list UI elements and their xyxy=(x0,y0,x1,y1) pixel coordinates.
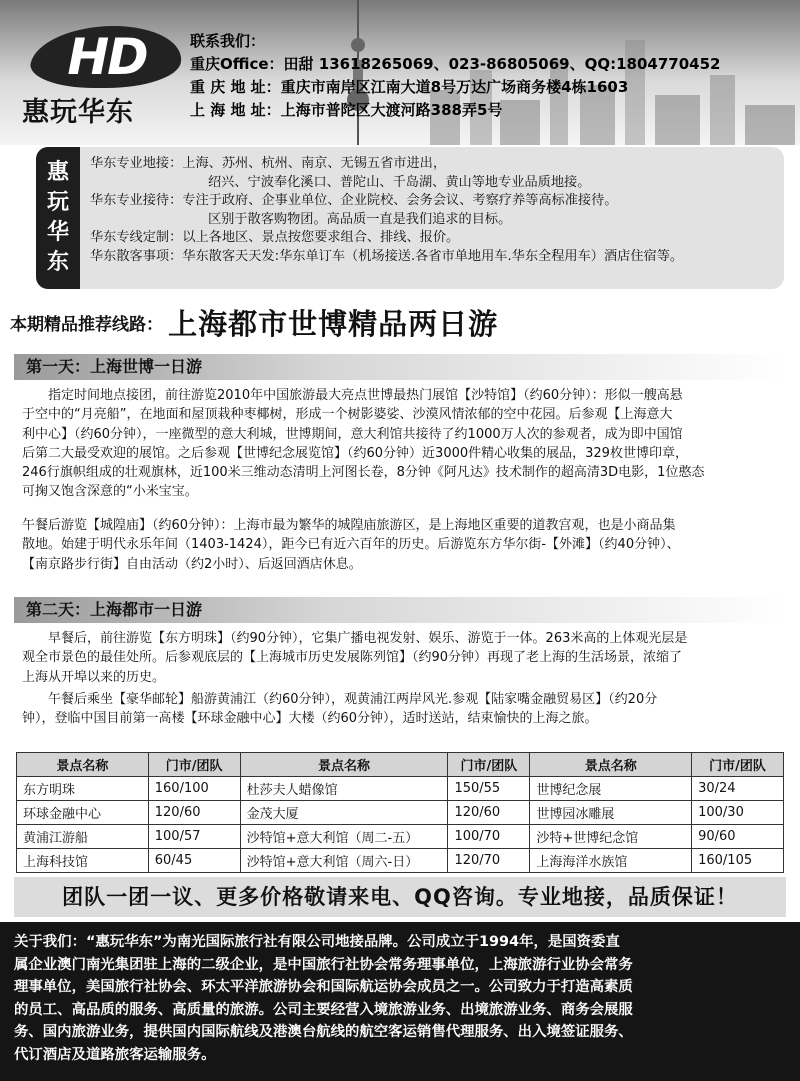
text-line: 观全市景色的最佳处所。后参观底层的【上海城市历史发展陈列馆】（约90分钟）再现了老上海的生活场景，浓缩了 xyxy=(22,650,683,666)
table-cell: 环球金融中心 xyxy=(17,801,149,825)
text-line: 指定时间地点接团，前往游览2010年中国旅游最大亮点世博最热门展馆【沙特馆】（约60分钟）：形似一艘高悬 xyxy=(48,388,683,403)
day2-paragraph-2 xyxy=(22,690,782,729)
table-cell: 120/60 xyxy=(448,801,530,825)
column-header: 景点名称 xyxy=(240,753,448,777)
text-line: 后第二大最受欢迎的展馆。之后参观【世博纪念展览馆】（约60分钟）近3000件精心收集的展品，329枚世博印章， xyxy=(22,445,688,461)
day1-paragraph-1 xyxy=(22,386,782,502)
table-cell: 杜莎夫人蜡像馆 xyxy=(240,777,448,801)
text-line: 利中心】（约60分钟），一座微型的意大利城，世博期间，意大利馆共接待了约1000万人次的参观者，成为即中国馆 xyxy=(22,426,683,442)
about-line: 的员工、高品质的服务、高质量的旅游。公司主要经营入境旅游业务、出境旅游业务、商务会展服 xyxy=(14,1001,633,1018)
table-row xyxy=(17,849,784,873)
text-line: 【南京路步行街】自由活动（约2小时）、后返回酒店休息。 xyxy=(22,556,362,572)
table-cell: 黄浦江游船 xyxy=(17,825,149,849)
about-line: 理事单位，美国旅行社协会、环太平洋旅游协会和国际航运协会成员之一。公司致力于打造高素质 xyxy=(14,979,633,995)
table-cell: 东方明珠 xyxy=(17,777,149,801)
about-line: 务、国内旅游业务，提供国内国际航线及港澳台航线的航空客运销售代理服务、出入境签证服务、 xyxy=(14,1024,633,1040)
table-cell: 60/45 xyxy=(148,849,240,873)
text-line: 上海从开埠以来的历史。 xyxy=(22,669,166,685)
table-cell: 90/60 xyxy=(692,825,784,849)
table-cell: 160/100 xyxy=(148,777,240,801)
service-line: 华东散客事项：华东散客天天发:华东单订车（机场接送.各省市单地用车.华东全程用车）酒店住宿等。 xyxy=(90,248,684,264)
table-cell: 上海科技馆 xyxy=(17,849,149,873)
day1-paragraph-2 xyxy=(22,516,782,574)
brand-name: 惠玩华东 xyxy=(22,97,134,128)
table-cell: 150/55 xyxy=(448,777,530,801)
about-line: 代订酒店及道路旅客运输服务。 xyxy=(14,1046,216,1063)
contact-sh-address: 上 海 地 址：上海市普陀区大渡河路388弄5号 xyxy=(190,101,503,119)
service-line: 华东专线定制：以上各地区、景点按您要求组合、排线、报价。 xyxy=(90,230,460,245)
table-row xyxy=(17,777,784,801)
table-header-row xyxy=(17,753,784,777)
ticket-price-table xyxy=(16,752,784,873)
table-cell: 100/57 xyxy=(148,825,240,849)
table-cell: 世博纪念展 xyxy=(530,777,692,801)
day2-paragraph-1 xyxy=(22,629,782,687)
hd-logo-mark xyxy=(25,26,188,88)
tab-char: 华 xyxy=(46,220,69,245)
slogan-banner: 团队一团一议、更多价格敬请来电、QQ咨询。专业地接，品质保证！ xyxy=(14,877,786,917)
table-cell: 沙特馆+意大利馆（周六-日） xyxy=(240,849,448,873)
column-header: 景点名称 xyxy=(530,753,692,777)
table-cell: 120/60 xyxy=(148,801,240,825)
brand-logo xyxy=(22,26,190,126)
contact-heading: 联系我们： xyxy=(190,32,266,50)
text-line: 早餐后，前往游览【东方明珠】（约90分钟），它集广播电视发射、娱乐、游览于一体。263米高的上体观光层是 xyxy=(48,631,688,646)
services-list xyxy=(90,155,780,266)
table-row xyxy=(17,801,784,825)
about-line: 关于我们：“惠玩华东”为南光国际旅行社有限公司地接品牌。公司成立于1994年，是国资委直 xyxy=(14,934,620,950)
table-cell: 沙特+世博纪念馆 xyxy=(530,825,692,849)
day2-heading: 第二天：上海都市一日游 xyxy=(14,597,786,623)
table-cell: 120/70 xyxy=(448,849,530,873)
header-banner xyxy=(0,0,800,145)
contact-office: 重庆Office：田甜 13618265069、023-86805069、QQ:1804770452 xyxy=(190,55,721,73)
tab-char: 惠 xyxy=(46,160,69,185)
text-line: 午餐后乘坐【豪华邮轮】船游黄浦江（约60分钟），观黄浦江两岸风光.参观【陆家嘴金融贸易区】（约20分 xyxy=(48,692,658,707)
services-vertical-tab xyxy=(36,147,80,289)
table-cell: 160/105 xyxy=(692,849,784,873)
table-cell: 上海海洋水族馆 xyxy=(530,849,692,873)
service-line: 华东专业地接：上海、苏州、杭州、南京、无锡五省市进出， xyxy=(90,156,447,171)
logo-text: HD xyxy=(67,28,147,86)
contact-info xyxy=(190,30,790,122)
day1-heading: 第一天：上海世博一日游 xyxy=(14,354,786,380)
contact-cq-address: 重 庆 地 址：重庆市南岸区江南大道8号万达广场商务楼4栋1603 xyxy=(190,78,629,96)
route-title-prefix: 本期精品推荐线路： xyxy=(10,315,163,335)
table-row xyxy=(17,825,784,849)
column-header: 门市/团队 xyxy=(692,753,784,777)
table-cell: 沙特馆+意大利馆（周二-五） xyxy=(240,825,448,849)
service-line: 绍兴、宁波奉化溪口、普陀山、千岛湖、黄山等地专业品质地接。 xyxy=(208,174,591,190)
service-line: 区别于散客购物团。高品质一直是我们追求的目标。 xyxy=(208,211,512,227)
text-line: 钟），登临中国目前第一高楼【环球金融中心】大楼（约60分钟），适时送站，结束愉快的上海之旅。 xyxy=(22,711,598,727)
services-box xyxy=(36,147,784,289)
column-header: 景点名称 xyxy=(17,753,149,777)
table-cell: 100/30 xyxy=(692,801,784,825)
text-line: 可掬又饱含深意的“小米宝宝。 xyxy=(22,484,198,500)
text-line: 午餐后游览【城隍庙】（约60分钟）：上海市最为繁华的城隍庙旅游区，是上海地区重要的道教宫观，也是小商品集 xyxy=(22,518,676,533)
about-line: 属企业澳门南光集团驻上海的二级企业，是中国旅行社协会常务理事单位，上海旅游行业协会常务 xyxy=(14,956,633,973)
text-line: 于空中的“月亮船”，在地面和屋顶栽种枣椰树，形成一个树影婆娑、沙漠风情浓郁的空中花园。后参观【上海意大 xyxy=(22,407,673,423)
column-header: 门市/团队 xyxy=(148,753,240,777)
service-line: 华东专业接待：专注于政府、企事业单位、企业院校、会务会议、考察疗养等高标准接待。 xyxy=(90,193,618,208)
tab-char: 玩 xyxy=(46,190,69,215)
text-line: 散地。始建于明代永乐年间（1403-1424），距今已有近六百年的历史。后游览东方华尔街-【外滩】（约40分钟）、 xyxy=(22,537,680,553)
table-cell: 世博园冰雕展 xyxy=(530,801,692,825)
table-cell: 金茂大厦 xyxy=(240,801,448,825)
route-title xyxy=(10,302,790,343)
tab-char: 东 xyxy=(46,250,69,275)
column-header: 门市/团队 xyxy=(448,753,530,777)
table-cell: 30/24 xyxy=(692,777,784,801)
text-line: 246行旗帜组成的壮观旗林，近100米三维动态清明上河图长卷，8分钟《阿凡达》技术制作的超高清3D电影，1位憨态 xyxy=(22,465,705,481)
about-us-footer xyxy=(0,922,800,1081)
table-cell: 100/70 xyxy=(448,825,530,849)
route-title-main: 上海都市世博精品两日游 xyxy=(168,307,499,341)
